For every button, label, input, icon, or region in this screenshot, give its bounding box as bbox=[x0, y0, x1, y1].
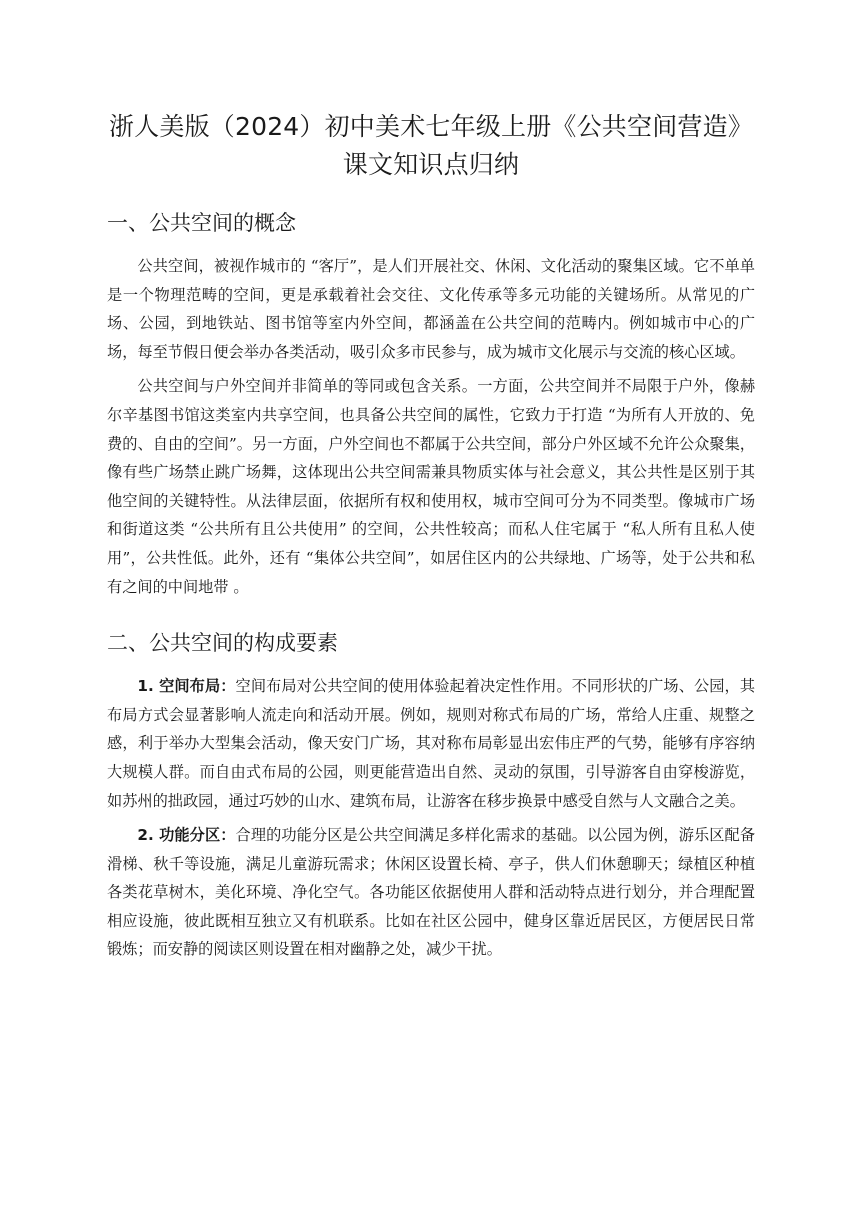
section-heading-elements: 二、公共空间的构成要素 bbox=[107, 631, 338, 656]
item-label-zoning: 2. 功能分区： bbox=[137, 826, 236, 845]
concept-paragraph-1: 公共空间，被视作城市的 “客厅”，是人们开展社交、休闲、文化活动的聚集区域。它不单单是一个物理范畴的空间，更是承载着社会交往、文化传承等多元功能的关键场所。从常见的广场、公园，到地铁站、图书馆等室内外空间，都涵盖在公共空间的范畴内。例如城市中心的广场，每至节假日便会举办各类活动，吸引众多市民参与，成为城市文化展示与交流的核心区域。 bbox=[107, 257, 755, 361]
title-line-2: 课文知识点归纳 bbox=[342, 150, 520, 179]
element-item-layout bbox=[107, 672, 755, 815]
concept-paragraph-2: 公共空间与户外空间并非简单的等同或包含关系。一方面，公共空间并不局限于户外，像赫尔辛基图书馆这类室内共享空间，也具备公共空间的属性，它致力于打造 “为所有人开放的、免费的、自由的空间”。另一方面，户外空间也不都属于公共空间，部分户外区域不允许公众聚集，像有些广场禁止跳广场舞，这体现出公共空间需兼具物质实体与社会意义，其公共性是区别于其他空间的关键特性。从法律层面，依据所有权和使用权，城市空间可分为不同类型。像城市广场和街道这类 “公共所有且公共使用” 的空间，公共性较高；而私人住宅属于 “私人所有且私人使用”，公共性低。此外，还有 “集体公共空间”，如居住区内的公共绿地、广场等，处于公共和私有之间的中间地带 。 bbox=[107, 377, 755, 596]
item-text-layout: 空间布局对公共空间的使用体验起着决定性作用。不同形状的广场、公园，其布局方式会显著影响人流走向和活动开展。例如，规则对称式布局的广场，常给人庄重、规整之感，利于举办大型集会活动，像天安门广场，其对称布局彰显出宏伟庄严的气势，能够有序容纳大规模人群。而自由式布局的公园，则更能营造出自然、灵动的氛围，引导游客自由穿梭游览，如苏州的拙政园，通过巧妙的山水、建筑布局，让游客在移步换景中感受自然与人文融合之美。 bbox=[107, 677, 756, 810]
element-item-zoning bbox=[107, 821, 755, 964]
item-text-zoning: 合理的功能分区是公共空间满足多样化需求的基础。以公园为例，游乐区配备滑梯、秋千等设施，满足儿童游玩需求；休闲区设置长椅、亭子，供人们休憩聊天；绿植区种植各类花草树木，美化环境、净化空气。各功能区依据使用人群和活动特点进行划分，并合理配置相应设施，彼此既相互独立又有机联系。比如在社区公园中，健身区靠近居民区，方便居民日常锻炼；而安静的阅读区则设置在相对幽静之处，减少干扰。 bbox=[107, 826, 756, 959]
section-heading-concept: 一、公共空间的概念 bbox=[107, 211, 296, 235]
item-label-layout: 1. 空间布局： bbox=[137, 677, 236, 696]
title-line-1: 浙人美版（2024）初中美术七年级上册《公共空间营造》 bbox=[108, 112, 754, 141]
document-title bbox=[107, 108, 755, 184]
document-page bbox=[107, 108, 755, 970]
